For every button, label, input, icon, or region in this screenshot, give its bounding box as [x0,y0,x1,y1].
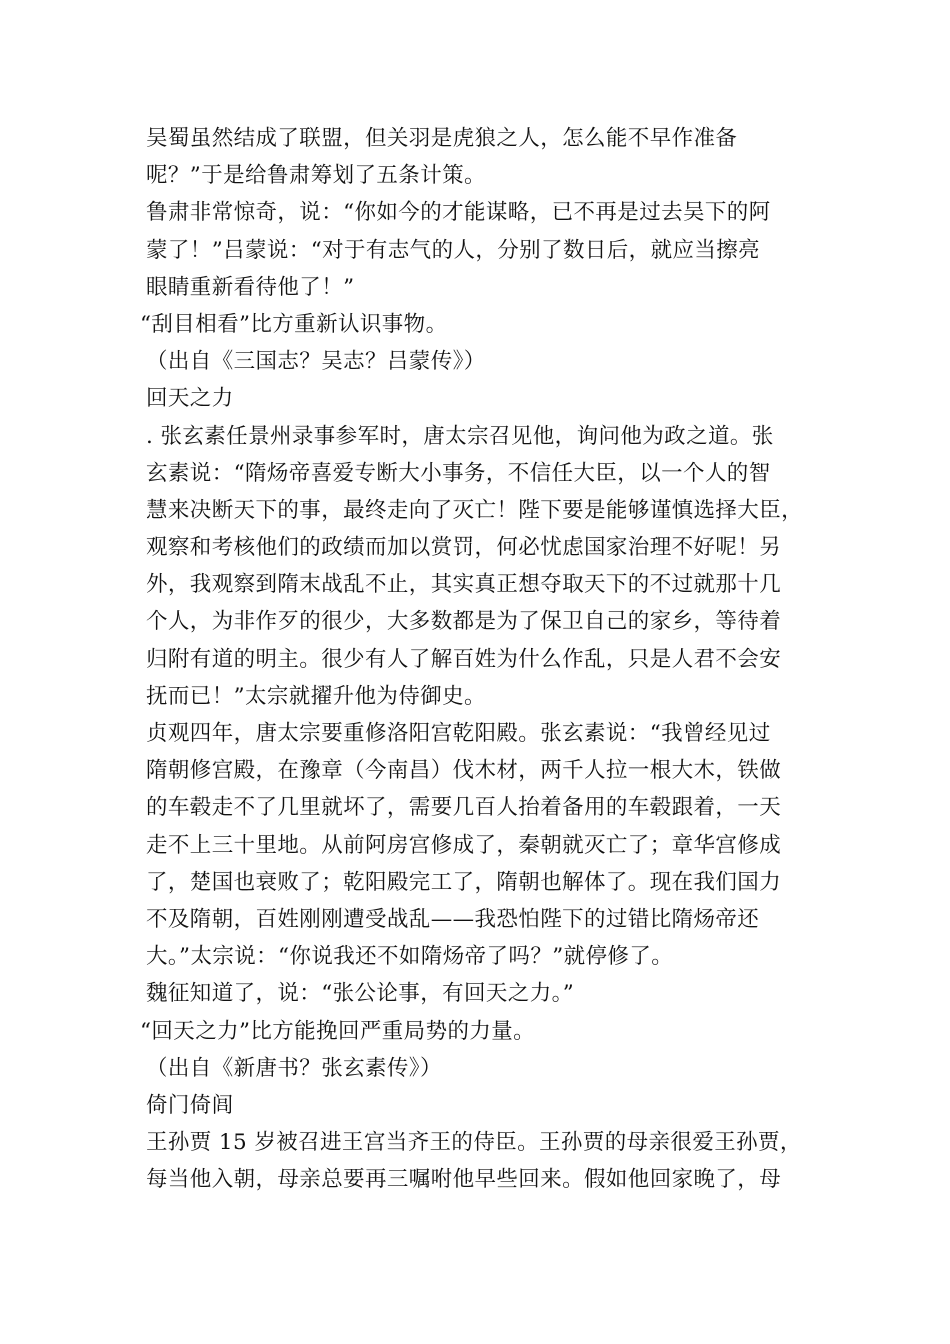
text-line: 王孙贾 15 岁被召进王宫当齐王的侍臣。王孙贾的母亲很爱王孙贾， [146,1130,802,1156]
text-line: 玄素说：“隋炀帝喜爱专断大小事务，不信任大臣，以一个人的智 [146,460,771,486]
text-line: 隋朝修宫殿，在豫章（今南昌）伐木材，两千人拉一根大木，铁做 [146,758,782,784]
text-line: 抚而已！”太宗就擢升他为侍御史。 [146,683,486,709]
text-line: 呢？”于是给鲁肃筹划了五条计策。 [146,163,486,189]
document-body [140,120,816,1198]
text-line: 个人，为非作歹的很少，大多数都是为了保卫自己的家乡，等待着 [146,609,782,635]
text-line: 走不上三十里地。从前阿房宫修成了，秦朝就灭亡了；章华宫修成 [146,832,782,858]
text-line: 的车毂走不了几里就坏了，需要几百人抬着备用的车毂跟着，一天 [146,795,782,821]
source-citation: （出自《新唐书？张玄素传》） [146,1055,442,1081]
source-citation: （出自《三国志？吴志？吕蒙传》） [146,349,486,375]
text-line: 贞观四年，唐太宗要重修洛阳宫乾阳殿。张玄素说：“我曾经见过 [146,721,771,746]
text-line: 外，我观察到隋末战乱不止，其实真正想夺取天下的不过就那十几 [146,572,782,598]
text-line: “回天之力”比方能挽回严重局势的力量。 [140,1018,536,1044]
text-line: 慧来决断天下的事，最终走向了灭亡！陛下要是能够谨慎选择大臣， [146,497,804,523]
section-heading: 回天之力 [146,386,234,412]
text-line: 观察和考核他们的政绩而加以赏罚，何必忧虑国家治理不好呢！另 [146,535,782,561]
text-line: 吴蜀虽然结成了联盟，但关羽是虎狼之人，怎么能不早作准备 [146,126,738,151]
text-line: 归附有道的明主。很少有人了解百姓为什么作乱，只是人君不会安 [146,646,782,672]
section-heading: 倚门倚闾 [146,1092,234,1118]
text-line: “刮目相看”比方重新认识事物。 [140,311,448,337]
text-line: 每当他入朝，母亲总要再三嘱咐他早些回来。假如他回家晚了，母 [146,1167,782,1193]
text-line: 大。”太宗说：“你说我还不如隋炀帝了吗？”就停修了。 [146,944,674,970]
text-line: 鲁肃非常惊奇，说：“你如今的才能谋略，已不再是过去吴下的阿 [146,200,771,226]
text-line: 了，楚国也衰败了；乾阳殿完工了，隋朝也解体了。现在我们国力 [146,869,782,895]
text-line: . 张玄素任景州录事参军时，唐太宗召见他，询问他为政之道。张 [146,423,774,449]
text-line: 眼睛重新看待他了！” [146,274,355,300]
text-line: 蒙了！”吕蒙说：“对于有志气的人，分别了数日后，就应当擦亮 [146,237,761,263]
text-line: 不及隋朝，百姓刚刚遭受战乱——我恐怕陛下的过错比隋炀帝还 [146,906,760,932]
text-line: 魏征知道了，说：“张公论事，有回天之力。” [146,981,575,1007]
